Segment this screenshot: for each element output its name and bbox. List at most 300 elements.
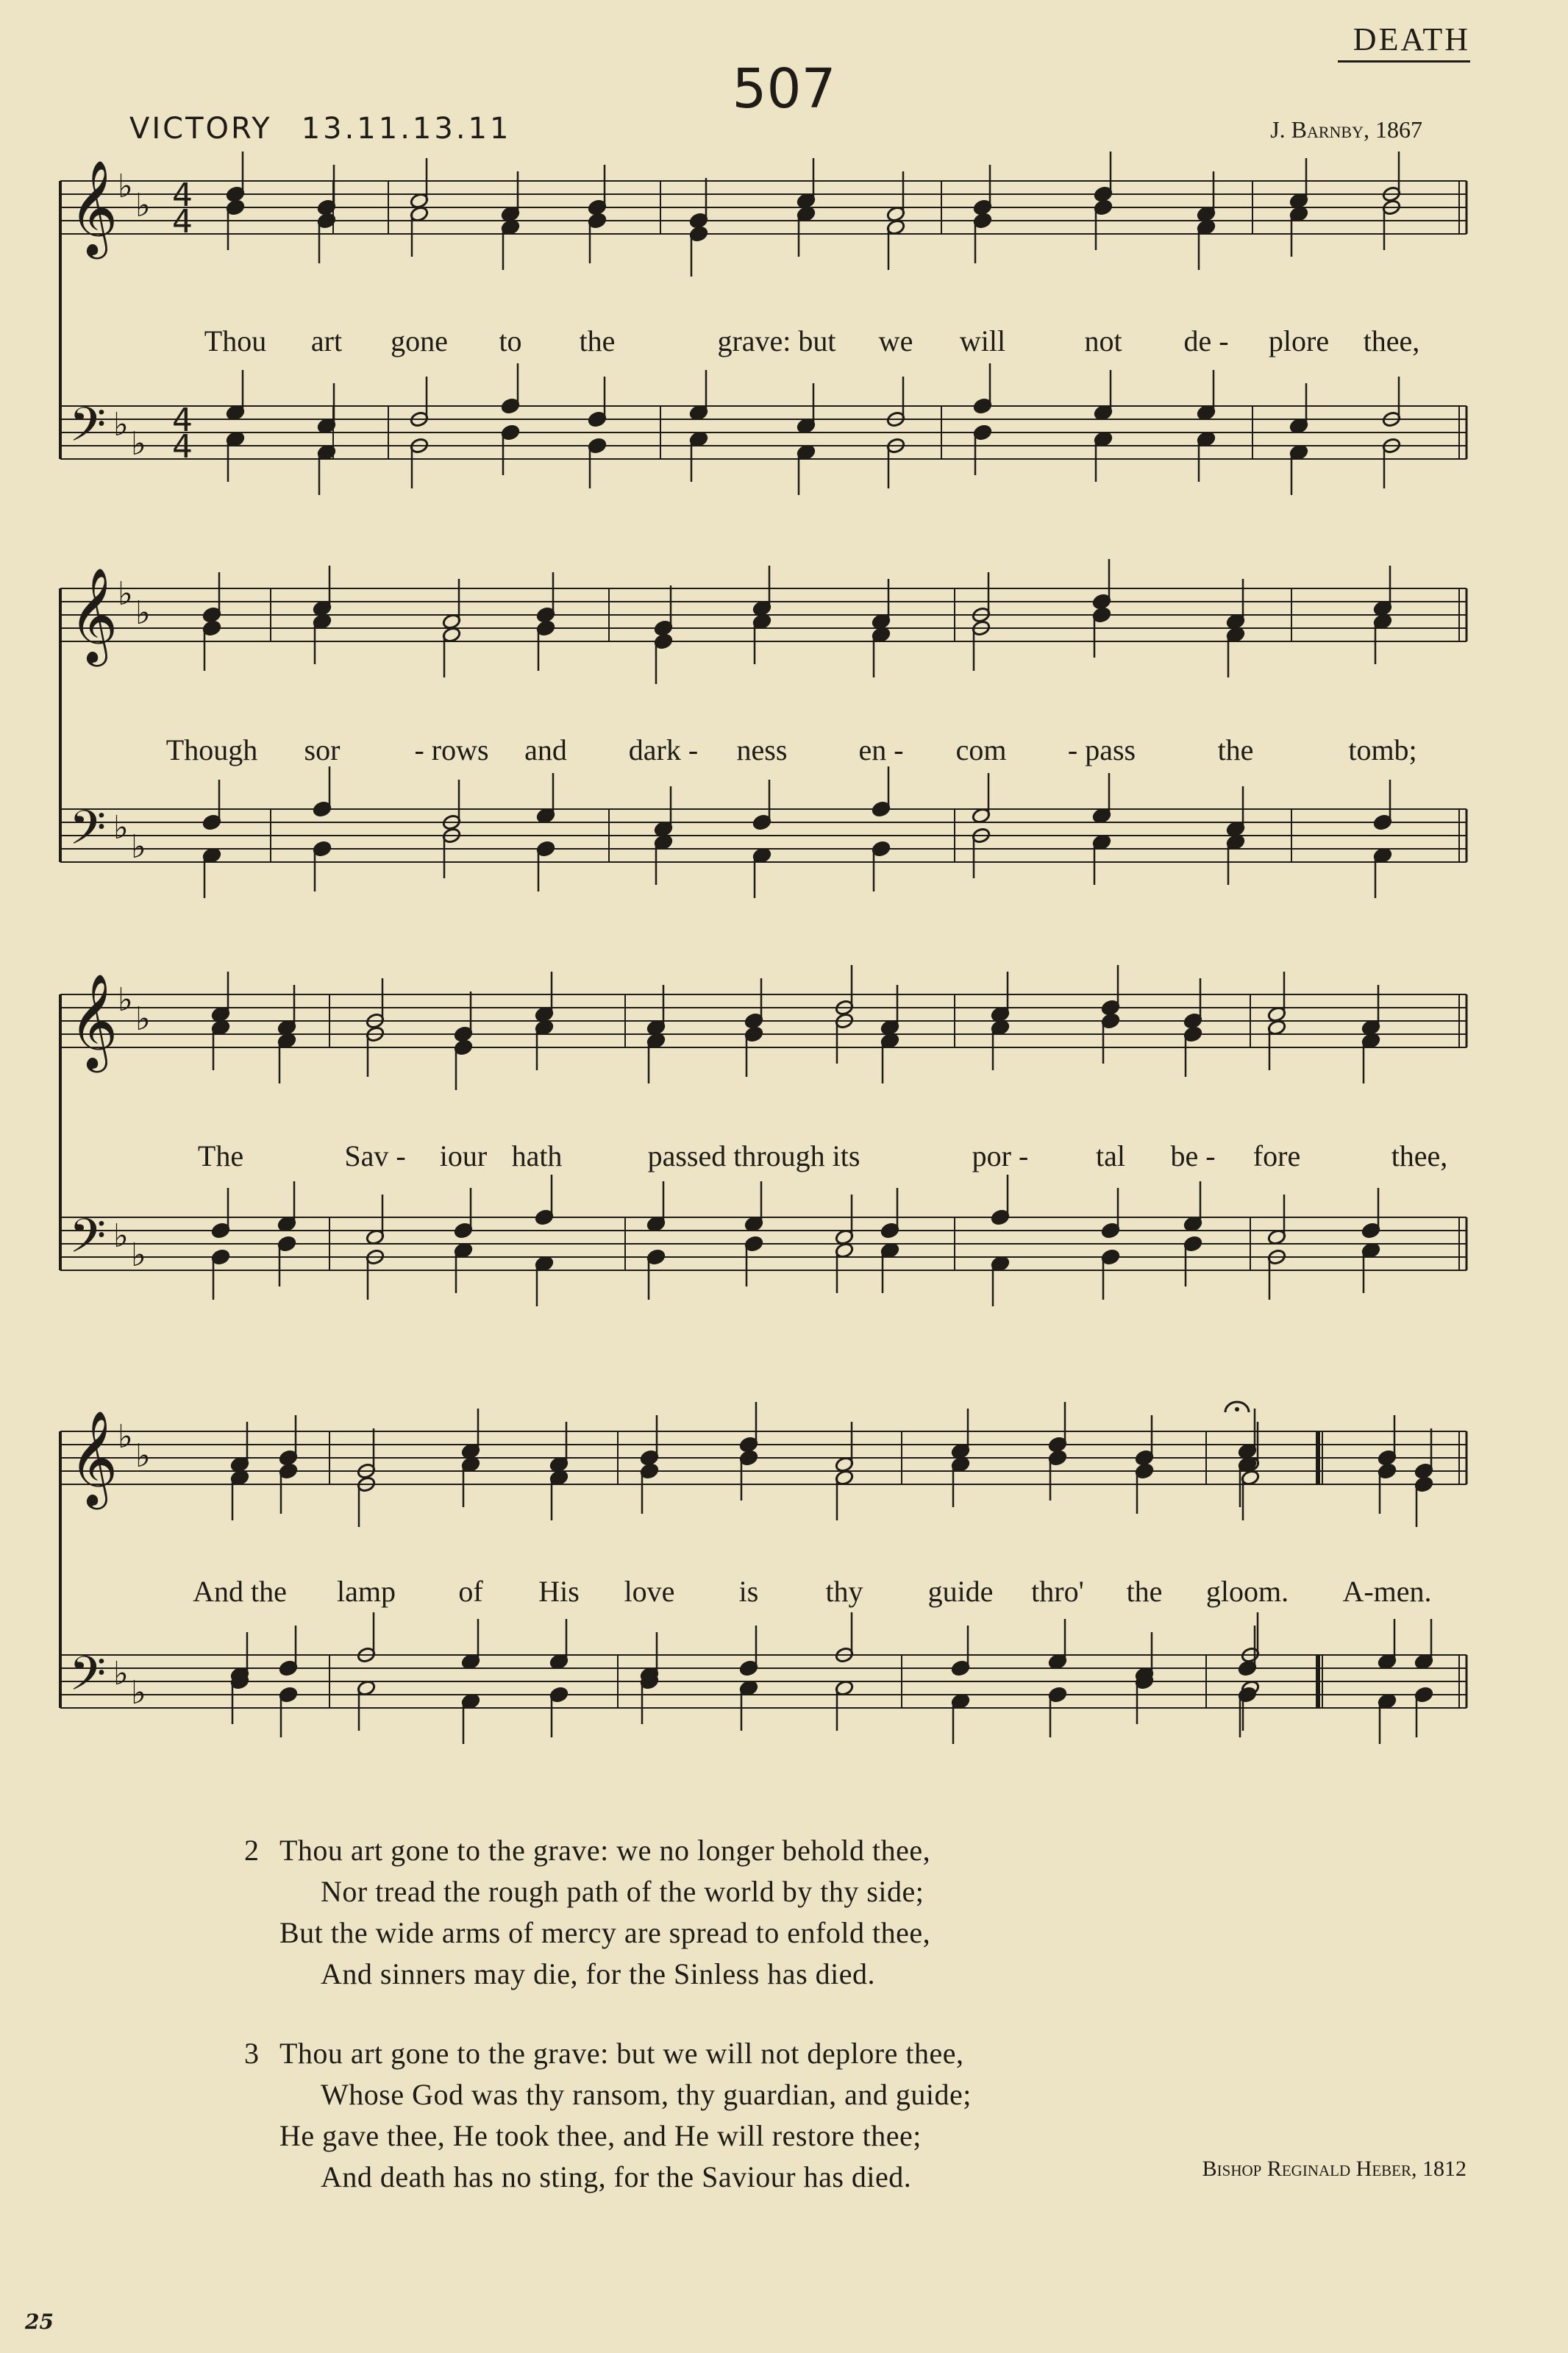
- key-flat: ♭: [135, 1437, 151, 1475]
- soprano-note: [991, 972, 1010, 1023]
- soprano-note: [442, 579, 461, 630]
- tenor-note: [1226, 786, 1245, 838]
- key-flat: ♭: [131, 1236, 146, 1274]
- alto-note: [1135, 1462, 1154, 1514]
- lyric-syllable: en -: [858, 733, 904, 766]
- alto-note: [536, 619, 555, 671]
- tenor-note: [880, 1188, 899, 1239]
- alto-note: [1092, 606, 1111, 658]
- time-signature-bottom: 4: [172, 203, 193, 241]
- lyric-syllable: - rows: [414, 733, 489, 766]
- soprano-note: [1373, 566, 1392, 617]
- alto-note: [646, 1032, 666, 1083]
- soprano-note: [1094, 152, 1113, 203]
- soprano-note: [835, 1422, 854, 1473]
- bass-note: [226, 430, 245, 482]
- key-flat: ♭: [135, 594, 151, 632]
- bass-clef: 𝄢: [69, 801, 107, 867]
- lyric-syllable: to: [499, 324, 522, 357]
- tenor-note: [972, 773, 991, 825]
- soprano-note: [739, 1402, 758, 1453]
- alto-note: [872, 626, 891, 677]
- tenor-note: [1241, 1612, 1260, 1664]
- bass-note: [1373, 847, 1392, 898]
- lyric-syllable: the: [1126, 1575, 1163, 1608]
- alto-note: [739, 1449, 758, 1501]
- bass-clef: 𝄢: [69, 398, 107, 464]
- soprano-note: [588, 165, 607, 216]
- tenor-note: [951, 1626, 970, 1677]
- soprano-note: [211, 972, 230, 1023]
- lyric-syllable: A-men.: [1342, 1575, 1432, 1608]
- tenor-note: [226, 370, 245, 421]
- verse-line: Nor tread the rough path of the world by thy side;: [321, 1875, 924, 1908]
- lyric-syllable: and: [524, 733, 567, 766]
- time-signature-top: 4: [172, 177, 193, 214]
- soprano-note: [752, 566, 771, 617]
- tune-name: VICTORY: [129, 112, 272, 146]
- tenor-note: [588, 377, 607, 428]
- bass-note: [880, 1242, 899, 1293]
- soprano-note: [1267, 972, 1286, 1023]
- tenor-note: [1094, 370, 1113, 421]
- lyric-syllable: Sav -: [344, 1139, 406, 1172]
- alto-note: [744, 1025, 763, 1077]
- bass-note: [835, 1679, 854, 1731]
- hymn-number: 507: [732, 57, 836, 121]
- tenor-note: [461, 1619, 480, 1670]
- lyric-syllable: Though: [165, 733, 258, 766]
- bass-note: [973, 424, 992, 475]
- verse-line: And sinners may die, for the Sinless has died.: [321, 1957, 875, 1990]
- soprano-note: [279, 1415, 298, 1467]
- key-flat: ♭: [131, 828, 146, 866]
- bass-note: [872, 840, 891, 891]
- lyric-syllable: we: [878, 324, 913, 357]
- alto-note: [835, 1012, 854, 1064]
- time-signature-bottom: 4: [172, 428, 193, 466]
- alto-note: [1289, 205, 1308, 257]
- key-flat: ♭: [118, 575, 133, 613]
- verse-line: 2 Thou art gone to the grave: we no longer behold thee,: [279, 1830, 1456, 1871]
- soprano-note: [1382, 152, 1401, 203]
- key-flat: ♭: [131, 425, 146, 463]
- bass-note: [1048, 1686, 1067, 1737]
- bass-note: [1135, 1673, 1154, 1724]
- lyric-syllable: thee,: [1363, 324, 1420, 357]
- soprano-note: [1048, 1402, 1067, 1453]
- lyric-syllable: sor: [304, 733, 341, 766]
- soprano-note: [366, 978, 385, 1030]
- treble-clef: 𝄞: [69, 973, 118, 1069]
- tenor-note: [357, 1612, 376, 1664]
- alto-note: [454, 1039, 473, 1090]
- fermata-dot: [1235, 1407, 1239, 1412]
- alto-note: [1197, 218, 1216, 270]
- tenor-note: [1183, 1181, 1202, 1233]
- treble-staff: [60, 181, 1467, 234]
- key-flat: ♭: [118, 1418, 133, 1456]
- tenor-note: [835, 1612, 854, 1664]
- tenor-note: [654, 786, 673, 838]
- alto-note: [357, 1475, 376, 1527]
- tenor-note: [501, 363, 520, 415]
- soprano-note: [454, 992, 473, 1043]
- alto-note: [277, 1032, 296, 1083]
- author-year: , 1812: [1411, 2157, 1467, 2181]
- soprano-note: [972, 572, 991, 624]
- lyric-syllable: the: [1217, 733, 1254, 766]
- bass-note: [279, 1686, 298, 1737]
- tenor-note: [1048, 1619, 1067, 1670]
- treble-clef: 𝄞: [69, 567, 118, 663]
- bass-note: [313, 840, 332, 891]
- tenor-note: [646, 1181, 666, 1233]
- bass-note: [1378, 1692, 1397, 1744]
- soprano-note: [640, 1415, 659, 1467]
- alto-note: [1101, 1012, 1120, 1064]
- soprano-note: [973, 165, 992, 216]
- soprano-note: [536, 572, 555, 624]
- lyric-syllable: por -: [972, 1139, 1029, 1172]
- tenor-note: [1197, 370, 1216, 421]
- bass-note: [1101, 1248, 1120, 1300]
- alto-note: [1361, 1032, 1380, 1083]
- bass-note: [1094, 430, 1113, 482]
- tenor-note: [1382, 377, 1401, 428]
- verse-line: But the wide arms of mercy are spread to enfold thee,: [279, 1916, 931, 1949]
- lyric-syllable: - pass: [1067, 733, 1136, 766]
- treble-staff: [60, 994, 1467, 1047]
- tenor-note: [279, 1626, 298, 1677]
- alto-note: [1226, 626, 1245, 677]
- alto-note: [1267, 1019, 1286, 1070]
- verse-2: [244, 1830, 1456, 1995]
- key-flat: ♭: [113, 406, 129, 444]
- soprano-note: [1135, 1415, 1154, 1467]
- bass-note: [366, 1248, 385, 1300]
- alto-note: [1183, 1025, 1202, 1077]
- bass-note: [1183, 1235, 1202, 1286]
- bass-note: [835, 1242, 854, 1293]
- key-flat: ♭: [113, 809, 129, 847]
- lyric-syllable: tal: [1096, 1139, 1125, 1172]
- soprano-note: [654, 585, 673, 637]
- key-flat: ♭: [118, 168, 133, 205]
- tenor-note: [752, 780, 771, 831]
- lyric-line-3: [0, 1139, 1568, 1183]
- alto-note: [1373, 613, 1392, 664]
- alto-note: [972, 619, 991, 671]
- bass-note: [1289, 444, 1308, 495]
- bass-note: [317, 444, 336, 495]
- treble-clef: 𝄞: [69, 160, 118, 255]
- soprano-note: [357, 1428, 376, 1480]
- bass-staff: [60, 1217, 1467, 1270]
- alto-note: [549, 1469, 569, 1520]
- composer-name: J. Barnby: [1270, 116, 1364, 143]
- soprano-note: [744, 978, 763, 1030]
- tenor-note: [973, 363, 992, 415]
- alto-note: [1241, 1469, 1260, 1520]
- tenor-note: [1414, 1619, 1433, 1670]
- tenor-note: [797, 383, 816, 435]
- lyric-syllable: passed through its: [647, 1139, 860, 1172]
- alto-note: [835, 1469, 854, 1520]
- soprano-note: [1183, 978, 1202, 1030]
- tenor-note: [1267, 1195, 1286, 1246]
- bass-note: [536, 840, 555, 891]
- bass-note: [211, 1248, 230, 1300]
- alto-note: [640, 1462, 659, 1514]
- alto-note: [654, 633, 673, 684]
- bass-note: [501, 424, 520, 475]
- lyric-syllable: gone: [391, 324, 448, 357]
- signature-mark: 25: [25, 2310, 54, 2334]
- bass-note: [461, 1692, 480, 1744]
- bass-staff: [60, 406, 1467, 459]
- lyric-syllable: gloom.: [1205, 1575, 1289, 1608]
- tenor-note: [1361, 1188, 1380, 1239]
- soprano-note: [646, 985, 666, 1036]
- lyric-syllable: is: [738, 1575, 759, 1608]
- bass-note: [1197, 430, 1216, 482]
- lyric-syllable: art: [310, 324, 343, 357]
- alto-note: [442, 626, 461, 677]
- alto-note: [211, 1019, 230, 1070]
- lyric-syllable: His: [538, 1575, 580, 1608]
- bass-note: [1092, 833, 1111, 885]
- key-flat: ♭: [113, 1217, 129, 1255]
- alto-note: [313, 613, 332, 664]
- key-flat: ♭: [131, 1674, 146, 1712]
- alto-note: [1382, 199, 1401, 250]
- alto-note: [886, 218, 905, 270]
- soprano-note: [277, 985, 296, 1036]
- tenor-note: [277, 1181, 296, 1233]
- soprano-note: [951, 1409, 970, 1460]
- lyric-syllable: And the: [193, 1575, 287, 1608]
- author-name: Bishop Reginald Heber: [1202, 2157, 1411, 2181]
- bass-note: [646, 1248, 666, 1300]
- lyric-syllable: Thou: [204, 324, 267, 357]
- lyric-syllable: thee,: [1391, 1139, 1448, 1172]
- soprano-note: [1101, 965, 1120, 1017]
- bass-note: [739, 1679, 758, 1731]
- lyric-syllable: fore: [1252, 1139, 1301, 1172]
- alto-note: [1094, 199, 1113, 250]
- alto-note: [1378, 1462, 1397, 1514]
- lyric-syllable: will: [959, 324, 1006, 357]
- bass-note: [454, 1242, 473, 1293]
- alto-note: [279, 1462, 298, 1514]
- tenor-note: [886, 377, 905, 428]
- lyric-syllable: the: [579, 324, 616, 357]
- soprano-note: [1197, 171, 1216, 223]
- treble-clef: 𝄞: [69, 1410, 118, 1506]
- lyric-syllable: not: [1084, 324, 1122, 357]
- tune-meter: 13.11.13.11: [301, 112, 512, 146]
- alto-note: [410, 205, 429, 257]
- bass-note: [744, 1235, 763, 1286]
- tenor-note: [1092, 773, 1111, 825]
- soprano-note: [1092, 559, 1111, 611]
- soprano-note: [880, 985, 899, 1036]
- soprano-note: [689, 178, 708, 229]
- bass-note: [535, 1255, 554, 1306]
- alto-note: [202, 619, 221, 671]
- tenor-note: [835, 1195, 854, 1246]
- bass-note: [951, 1692, 970, 1744]
- lyric-syllable: iour: [439, 1139, 488, 1172]
- alto-note: [317, 212, 336, 263]
- author-credit: [1202, 2157, 1467, 2182]
- soprano-note: [1378, 1415, 1397, 1467]
- verse-line: Whose God was thy ransom, thy guardian, and guide;: [321, 2078, 972, 2111]
- alto-note: [973, 212, 992, 263]
- alto-note: [752, 613, 771, 664]
- bass-note: [202, 847, 221, 898]
- tenor-note: [454, 1188, 473, 1239]
- bass-note: [1382, 437, 1401, 488]
- key-flat: ♭: [135, 1000, 151, 1038]
- tenor-note: [1101, 1188, 1120, 1239]
- lyric-syllable: lamp: [337, 1575, 396, 1608]
- tenor-note: [744, 1181, 763, 1233]
- verse-line: And death has no sting, for the Saviour has died.: [321, 2160, 912, 2193]
- lyric-syllable: plore: [1268, 324, 1330, 357]
- lyric-syllable: guide: [927, 1575, 994, 1608]
- lyric-syllable: grave: but: [717, 324, 836, 357]
- lyric-syllable: ness: [736, 733, 788, 766]
- bass-note: [972, 827, 991, 878]
- tenor-note: [410, 377, 429, 428]
- tenor-note: [317, 383, 336, 435]
- soprano-note: [797, 158, 816, 210]
- bass-note: [752, 847, 771, 898]
- bass-note: [1241, 1679, 1260, 1731]
- bass-clef: 𝄢: [69, 1209, 107, 1275]
- tenor-note: [739, 1626, 758, 1677]
- bass-note: [277, 1235, 296, 1286]
- tenor-note: [442, 780, 461, 831]
- bass-note: [654, 833, 673, 885]
- tenor-note: [1238, 1626, 1257, 1677]
- soprano-note: [535, 972, 554, 1023]
- soprano-note: [886, 171, 905, 223]
- soprano-note: [549, 1422, 569, 1473]
- soprano-note: [1414, 1428, 1433, 1480]
- bass-note: [1267, 1248, 1286, 1300]
- composer-year: , 1867: [1364, 116, 1422, 143]
- soprano-note: [1226, 579, 1245, 630]
- soprano-note: [1361, 985, 1380, 1036]
- bass-note: [886, 437, 905, 488]
- alto-note: [535, 1019, 554, 1070]
- verse-number: 3: [244, 2037, 260, 2070]
- soprano-note: [202, 572, 221, 624]
- lyric-syllable: thro': [1031, 1575, 1084, 1608]
- tenor-note: [689, 370, 708, 421]
- bass-note: [689, 430, 708, 482]
- alto-note: [230, 1469, 249, 1520]
- lyric-syllable: com: [955, 733, 1007, 766]
- lyric-line-2: [0, 733, 1568, 777]
- tenor-note: [1378, 1619, 1397, 1670]
- verse-number: 2: [244, 1834, 260, 1867]
- tenor-note: [366, 1195, 385, 1246]
- soprano-note: [872, 579, 891, 630]
- key-flat: ♭: [135, 187, 151, 224]
- lyric-syllable: dark -: [628, 733, 699, 766]
- alto-note: [366, 1025, 385, 1077]
- tenor-note: [202, 780, 221, 831]
- alto-note: [1414, 1475, 1433, 1527]
- lyric-syllable: thy: [825, 1575, 863, 1608]
- lyric-syllable: The: [197, 1139, 244, 1172]
- soprano-note: [461, 1409, 480, 1460]
- tenor-note: [536, 773, 555, 825]
- alto-note: [461, 1456, 480, 1507]
- bass-note: [442, 827, 461, 878]
- soprano-note: [835, 965, 854, 1017]
- alto-note: [797, 205, 816, 257]
- alto-note: [880, 1032, 899, 1083]
- soprano-note: [410, 158, 429, 210]
- alto-note: [501, 218, 520, 270]
- key-flat: ♭: [113, 1655, 129, 1692]
- lyric-syllable: love: [624, 1575, 675, 1608]
- alto-note: [689, 225, 708, 277]
- soprano-note: [1238, 1409, 1257, 1460]
- tenor-note: [1289, 383, 1308, 435]
- bass-note: [797, 444, 816, 495]
- lyric-line-1: [0, 324, 1568, 368]
- bass-note: [549, 1686, 569, 1737]
- bass-note: [1226, 833, 1245, 885]
- alto-note: [588, 212, 607, 263]
- alto-note: [991, 1019, 1010, 1070]
- soprano-note: [317, 165, 336, 216]
- lyric-syllable: tomb;: [1348, 733, 1417, 766]
- lyric-syllable: be -: [1170, 1139, 1216, 1172]
- soprano-note: [226, 152, 245, 203]
- bass-note: [410, 437, 429, 488]
- soprano-note: [313, 566, 332, 617]
- bass-note: [991, 1255, 1010, 1306]
- bass-note: [357, 1679, 376, 1731]
- soprano-note: [1289, 158, 1308, 210]
- soprano-note: [230, 1422, 249, 1473]
- lyric-line-4: [0, 1574, 1568, 1618]
- lyric-syllable: of: [458, 1575, 483, 1608]
- bass-note: [640, 1673, 659, 1724]
- bass-note: [1414, 1686, 1433, 1737]
- verse-line: 3 Thou art gone to the grave: but we will not deplore thee,: [279, 2033, 1456, 2074]
- bass-note: [588, 437, 607, 488]
- alto-note: [951, 1456, 970, 1507]
- tenor-note: [549, 1619, 569, 1670]
- alto-note: [226, 199, 245, 250]
- section-title: DEATH: [1353, 21, 1470, 57]
- soprano-note: [501, 171, 520, 223]
- time-signature-top: 4: [172, 402, 193, 439]
- key-flat: ♭: [118, 981, 133, 1019]
- bass-clef: 𝄢: [69, 1647, 107, 1713]
- bass-note: [230, 1673, 249, 1724]
- bass-note: [1361, 1242, 1380, 1293]
- tenor-note: [211, 1188, 230, 1239]
